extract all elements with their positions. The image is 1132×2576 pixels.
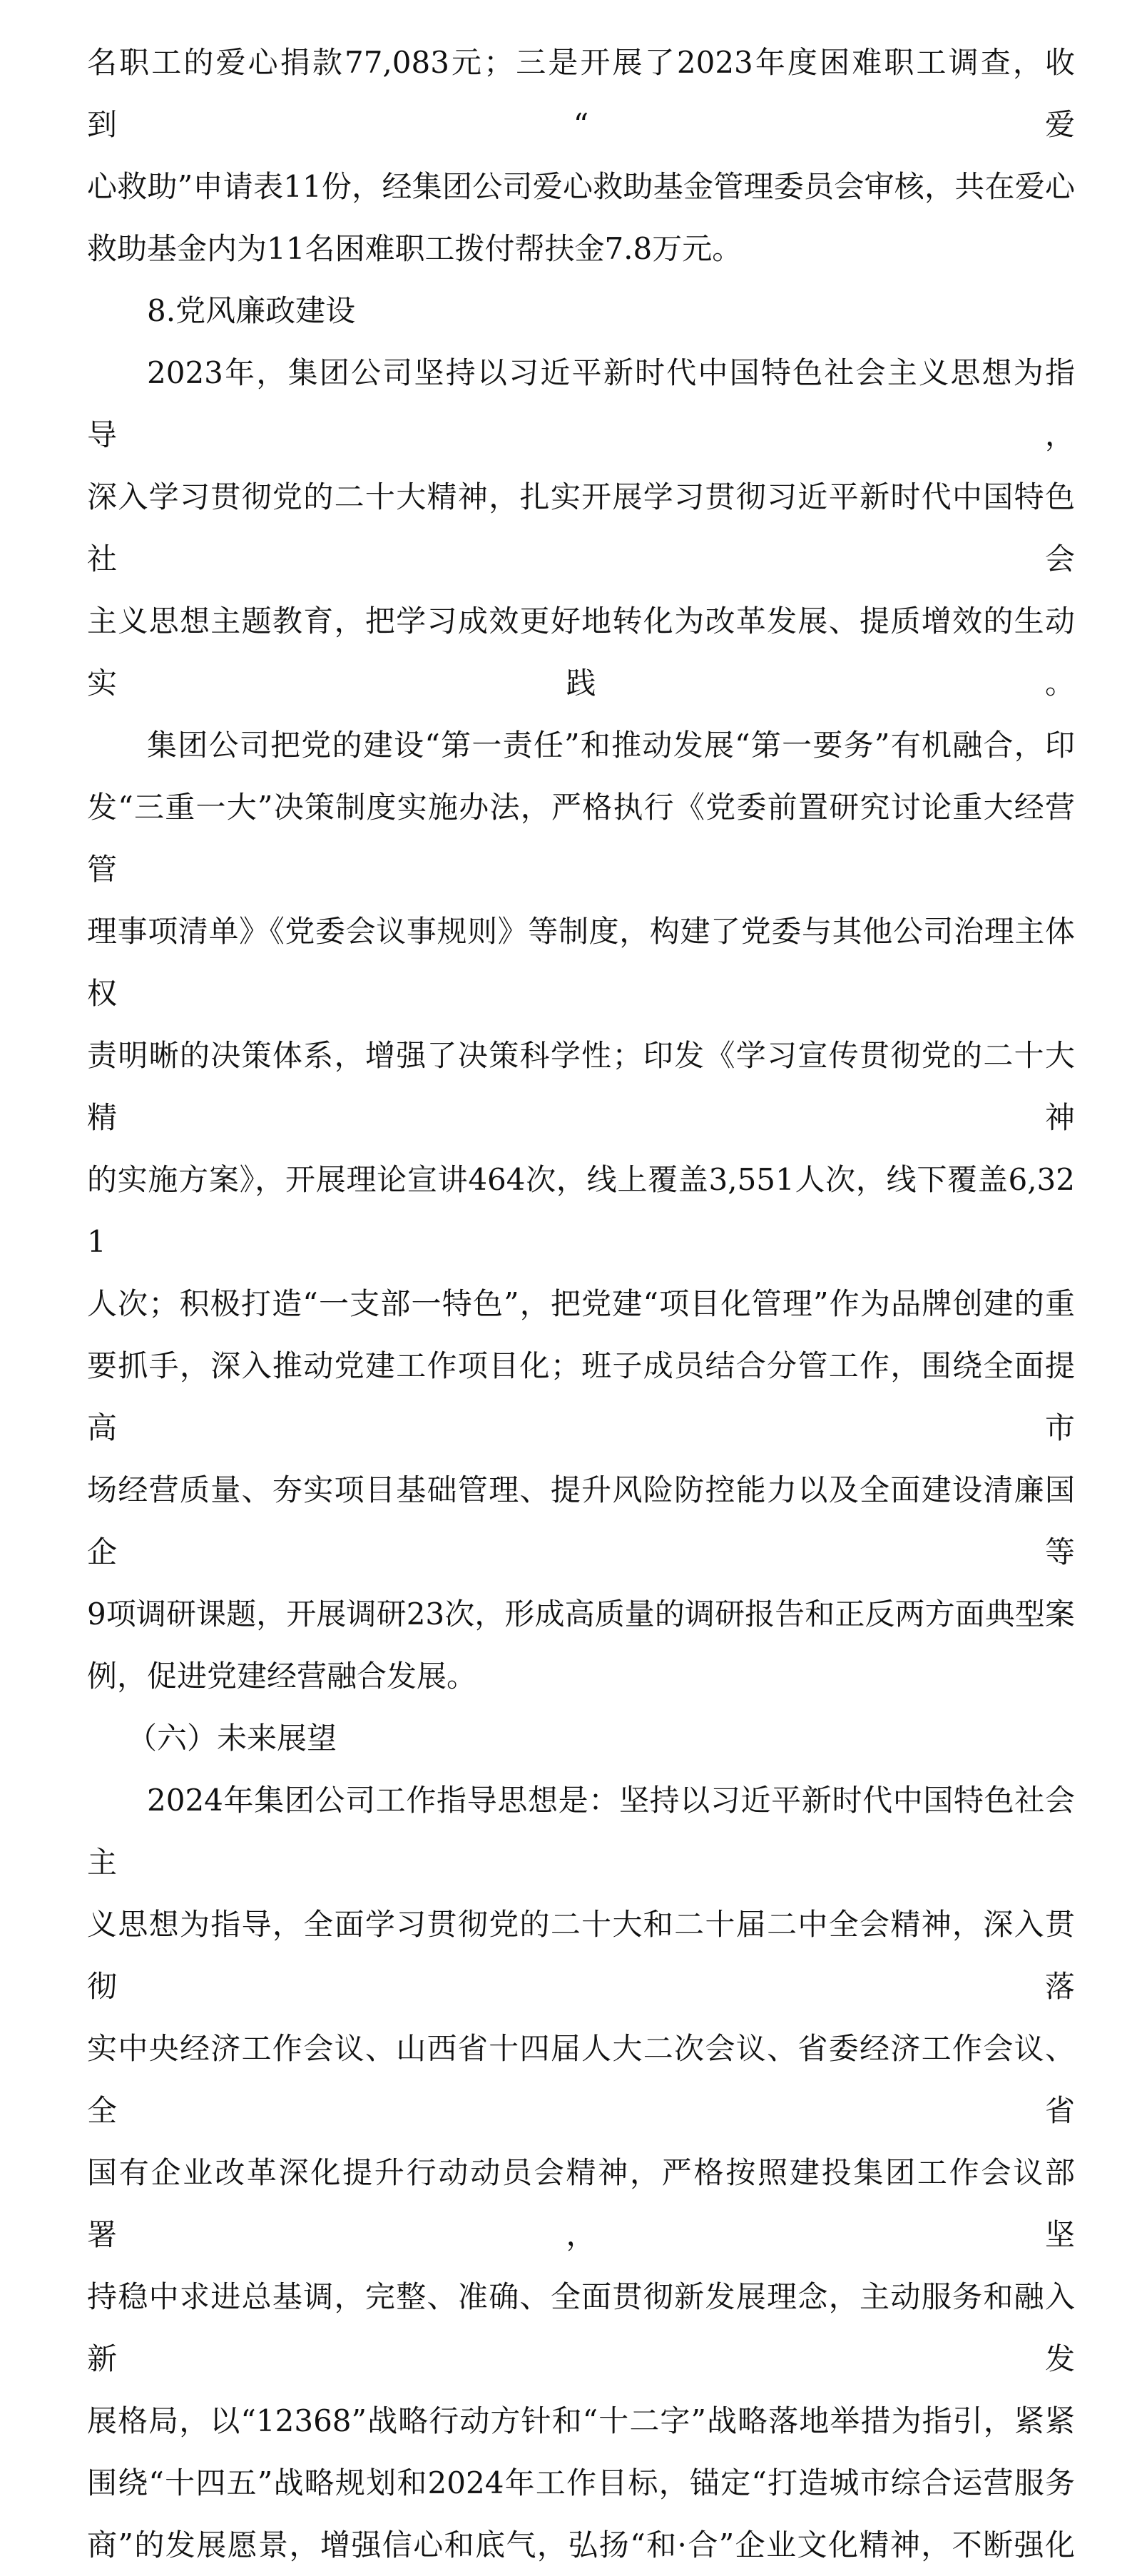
- text-line: 围绕“十四五”战略规划和2024年工作目标，锚定“打造城市综合运营服务: [87, 2465, 1075, 2500]
- text-line: 2024年集团公司工作指导思想是：坚持以习近平新时代中国特色社会主: [87, 1783, 1075, 1880]
- paragraph-2024-guidance: [87, 1769, 1075, 2576]
- text-line: 例，促进党建经营融合发展。: [87, 1659, 477, 1694]
- text-line: 2023年，集团公司坚持以习近平新时代中国特色社会主义思想为指导，: [87, 355, 1075, 452]
- text-line: 商”的发展愿景，增强信心和底气，弘扬“和·合”企业文化精神，不断强化: [87, 2527, 1075, 2562]
- text-line: 救助基金内为11名困难职工拨付帮扶金7.8万元。: [87, 231, 743, 266]
- text-line: 的实施方案》，开展理论宣讲464次，线上覆盖3,551人次，线下覆盖6,321: [87, 1162, 1075, 1259]
- text-line: 要抓手，深入推动党建工作项目化；班子成员结合分管工作，围绕全面提高市: [87, 1348, 1075, 1445]
- text-line: 集团公司把党的建设“第一责任”和推动发展“第一要务”有机融合，印: [147, 728, 1075, 763]
- text-line: 心救助”申请表11份，经集团公司爱心救助基金管理委员会审核，共在爱心: [87, 169, 1075, 204]
- paragraph-2023-guidance: [87, 342, 1075, 714]
- text-line: 场经营质量、夯实项目基础管理、提升风险防控能力以及全面建设清廉国企等: [87, 1472, 1075, 1569]
- text-line: 持稳中求进总基调，完整、准确、全面贯彻新发展理念，主动服务和融入新发: [87, 2279, 1075, 2376]
- text-line: 责明晰的决策体系，增强了决策科学性；印发《学习宣传贯彻党的二十大精神: [87, 1038, 1075, 1135]
- text-line: 9项调研课题，开展调研23次，形成高质量的调研报告和正反两方面典型案: [87, 1597, 1075, 1631]
- text-line: 国有企业改革深化提升行动动员会精神，严格按照建投集团工作会议部署，坚: [87, 2155, 1075, 2252]
- paragraph-continuation: [87, 31, 1075, 280]
- text-line: 理事项清单》《党委会议事规则》等制度，构建了党委与其他公司治理主体权: [87, 914, 1075, 1011]
- paragraph-party-building: [87, 714, 1075, 1707]
- section-heading-future-outlook: （六）未来展望: [127, 1721, 337, 1756]
- text-line: 实中央经济工作会议、山西省十四届人大二次会议、省委经济工作会议、全省: [87, 2031, 1075, 2128]
- text-line: 人次；积极打造“一支部一特色”，把党建“项目化管理”作为品牌创建的重: [87, 1286, 1075, 1321]
- text-line: 名职工的爱心捐款77,083元；三是开展了2023年度困难职工调查，收到“爱: [87, 45, 1075, 142]
- text-line: 发“三重一大”决策制度实施办法，严格执行《党委前置研究讨论重大经营管: [87, 790, 1075, 887]
- text-line: 展格局，以“12368”战略行动方针和“十二字”战略落地举措为指引，紧紧: [87, 2403, 1075, 2438]
- text-line: 深入学习贯彻党的二十大精神，扎实开展学习贯彻习近平新时代中国特色社会: [87, 479, 1075, 576]
- text-line: 义思想为指导，全面学习贯彻党的二十大和二十届二中全会精神，深入贯彻落: [87, 1907, 1075, 2004]
- section-heading-party-conduct: 8.党风廉政建设: [147, 293, 356, 328]
- text-line: 主义思想主题教育，把学习成效更好地转化为改革发展、提质增效的生动实践。: [87, 604, 1075, 701]
